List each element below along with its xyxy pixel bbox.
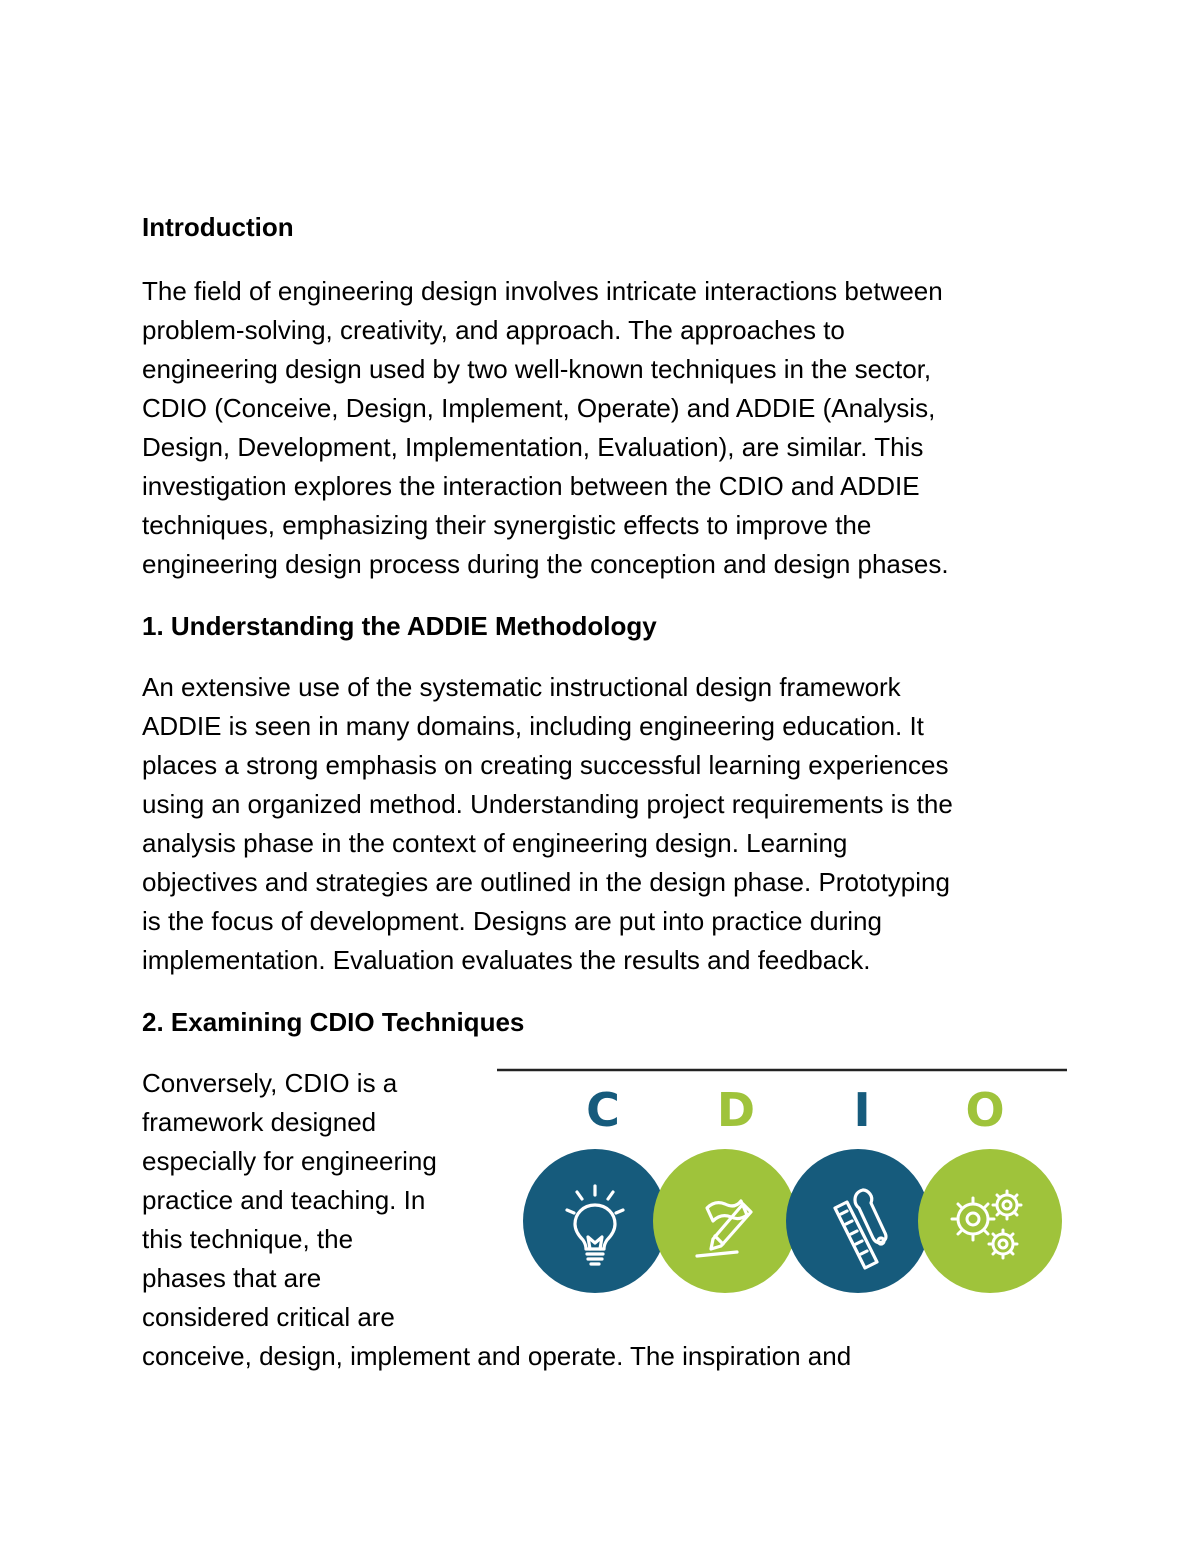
introduction-paragraph xyxy=(142,272,1072,584)
paragraph-line: especially for engineering xyxy=(142,1146,437,1176)
paragraph-line: considered critical are xyxy=(142,1302,395,1332)
circle-design xyxy=(653,1149,797,1293)
circle-operate xyxy=(918,1149,1062,1293)
paragraph-line: ADDIE is seen in many domains, including engineering education. It xyxy=(142,711,924,741)
section-2-heading: 2. Examining CDIO Techniques xyxy=(142,1007,525,1037)
paragraph-line: phases that are xyxy=(142,1263,322,1293)
paragraph-line: objectives and strategies are outlined in the design phase. Prototyping xyxy=(142,867,950,897)
paragraph-line: An extensive use of the systematic instructional design framework xyxy=(142,672,901,702)
letter-o: O xyxy=(965,1083,1005,1137)
paragraph-line: Design, Development, Implementation, Evaluation), are similar. This xyxy=(142,432,924,462)
paragraph-line: is the focus of development. Designs are put into practice during xyxy=(142,906,882,936)
paragraph-line: CDIO (Conceive, Design, Implement, Operate) and ADDIE (Analysis, xyxy=(142,393,936,423)
section-1-heading: 1. Understanding the ADDIE Methodology xyxy=(142,611,657,641)
paragraph-line: engineering design used by two well-known techniques in the sector, xyxy=(142,354,932,384)
cdio-figure xyxy=(497,1068,1067,1306)
paragraph-line: this technique, the xyxy=(142,1224,354,1254)
cdio-graphic xyxy=(497,1068,1067,1306)
paragraph-line: places a strong emphasis on creating successful learning experiences xyxy=(142,750,949,780)
paragraph-line: investigation explores the interaction between the CDIO and ADDIE xyxy=(142,471,920,501)
paragraph-line: The field of engineering design involves intricate interactions between xyxy=(142,276,943,306)
paragraph-line: conceive, design, implement and operate. The inspiration and xyxy=(142,1341,852,1371)
paragraph-line: techniques, emphasizing their synergistic effects to improve the xyxy=(142,510,872,540)
letter-i: I xyxy=(853,1083,871,1137)
paragraph-line: practice and teaching. In xyxy=(142,1185,426,1215)
section-1-paragraph xyxy=(142,668,1072,980)
paragraph-line: framework designed xyxy=(142,1107,377,1137)
paragraph-line: using an organized method. Understanding project requirements is the xyxy=(142,789,953,819)
paragraph-line: implementation. Evaluation evaluates the results and feedback. xyxy=(142,945,871,975)
circle-conceive xyxy=(523,1149,667,1293)
letter-d: D xyxy=(716,1083,756,1137)
paragraph-line: Conversely, CDIO is a xyxy=(142,1068,398,1098)
introduction-heading: Introduction xyxy=(142,212,294,242)
paragraph-line: problem-solving, creativity, and approach. The approaches to xyxy=(142,315,845,345)
paragraph-line: analysis phase in the context of engineering design. Learning xyxy=(142,828,848,858)
paragraph-line: engineering design process during the conception and design phases. xyxy=(142,549,949,579)
letter-c: C xyxy=(586,1083,620,1137)
